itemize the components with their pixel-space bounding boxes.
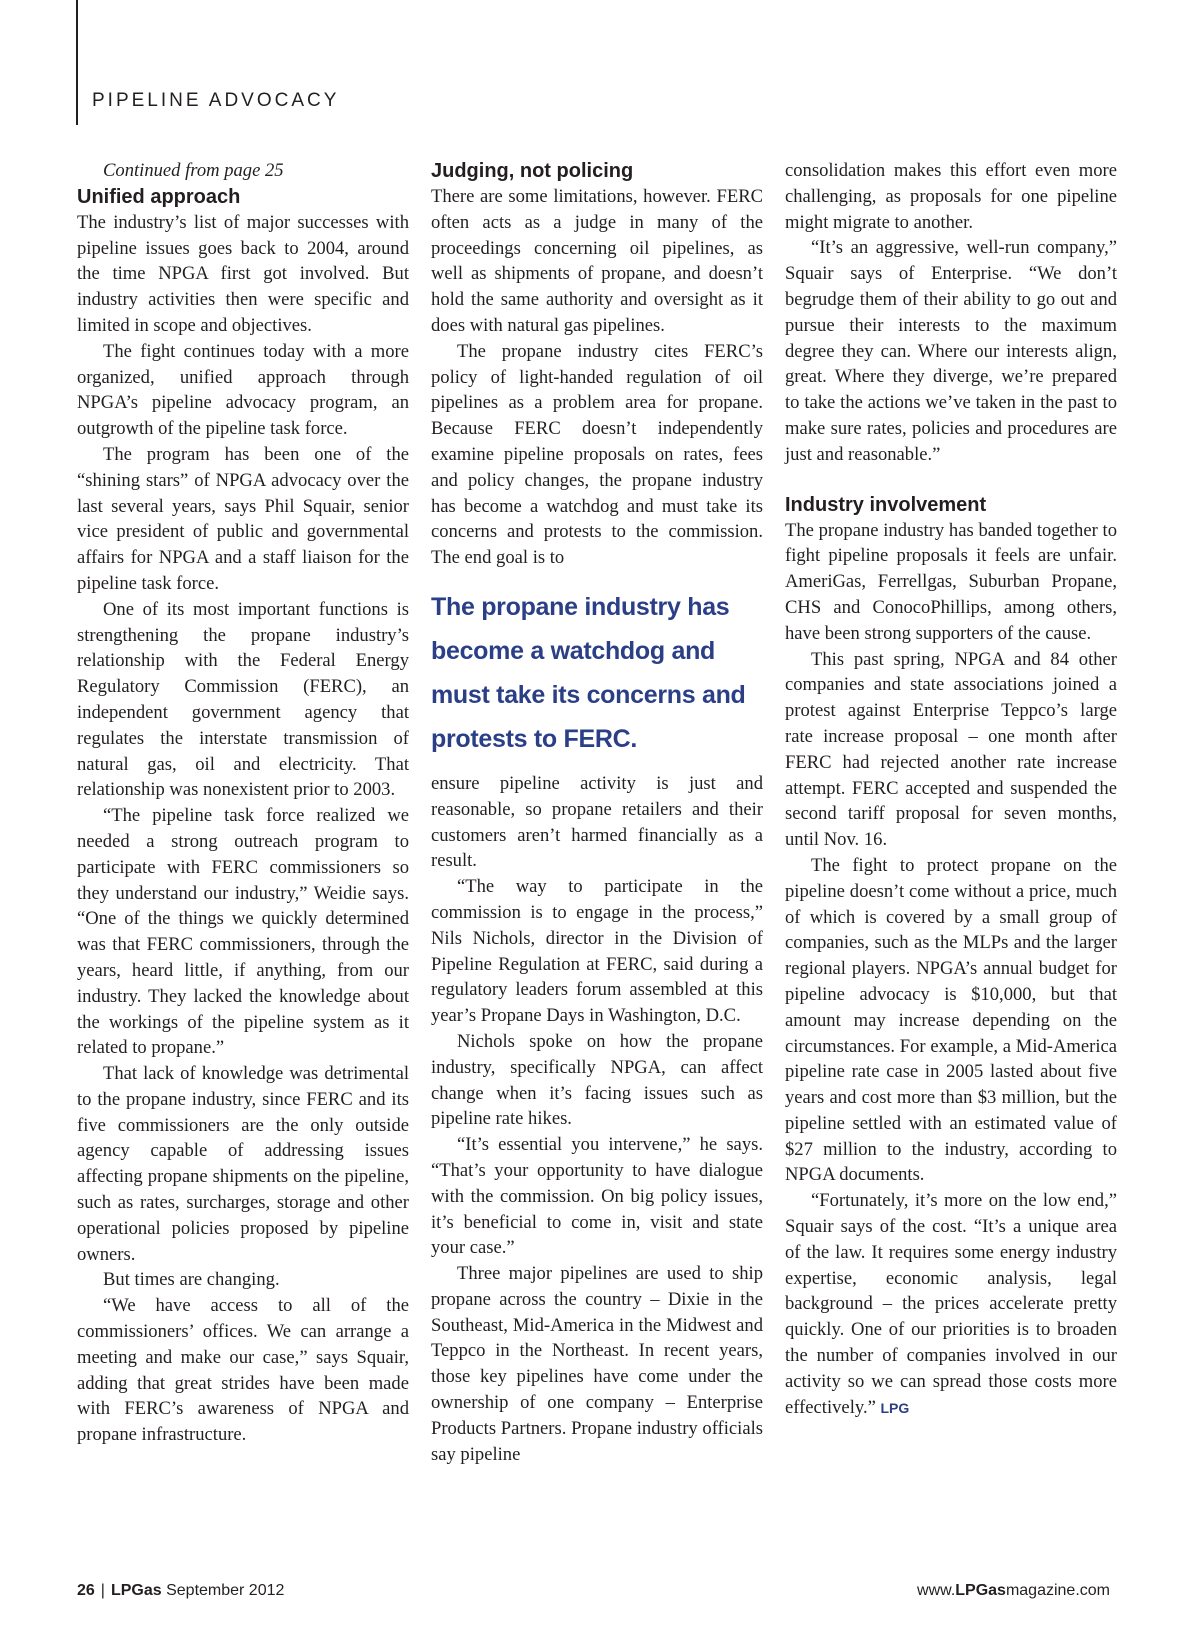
- paragraph: One of its most important functions is strengthening the propane industry’s relationship with the Federal Energy Regulatory Commission (FERC), an independent government agency that regulates the interstate transmission of natural gas, oil and electricity. That relationship was nonexistent prior to 2003.: [77, 598, 409, 801]
- column-1: [77, 158, 409, 1448]
- pull-quote: The propane industry has become a watchdog and must take its concerns and protests to FERC.: [431, 592, 746, 753]
- issue-date: September 2012: [166, 1582, 285, 1599]
- url-prefix: www.: [917, 1582, 956, 1599]
- paragraph: The fight continues today with a more organized, unified approach through NPGA’s pipeline advocacy program, an outgrowth of the pipeline task force.: [77, 340, 409, 440]
- footer-url: [917, 1582, 1110, 1600]
- paragraph: Nichols spoke on how the propane industry, specifically NPGA, can affect change when it’s facing issues such as pipeline rate hikes.: [431, 1030, 763, 1130]
- footer-separator: |: [100, 1582, 105, 1599]
- column-3: [785, 158, 1117, 1421]
- paragraph: The fight to protect propane on the pipeline doesn’t come without a price, much of which is covered by a small group of companies, such as the MLPs and the larger regional players. NPGA’s annual budget for pipeline advocacy is $10,000, but that amount may increase depending on the circumstances. For example, a Mid-America pipeline rate case in 2005 lasted about five years and cost more than $3 million, but the pipeline settled with an estimated value of $27 million to the industry, according to NPGA documents.: [785, 854, 1117, 1186]
- paragraph: “We have access to all of the commissioners’ offices. We can arrange a meeting and make our case,” says Squair, adding that great strides have been made with FERC’s awareness of NPGA and propane infrastructure.: [77, 1295, 409, 1446]
- paragraph: “It’s essential you intervene,” he says. “That’s your opportunity to have dialogue with the commission. On big policy issues, it’s beneficial to come in, visit and state your case.”: [431, 1134, 763, 1259]
- url-suffix: magazine.com: [1005, 1582, 1110, 1599]
- paragraph: “The way to participate in the commission is to engage in the process,” Nils Nichols, director in the Division of Pipeline Regulation at FERC, said during a regulatory leaders forum assembled at this year’s Propane Days in Washington, D.C.: [431, 876, 763, 1027]
- paragraph-continuation: ensure pipeline activity is just and reasonable, so propane retailers and their customers aren’t harmed financially as a result.: [431, 772, 763, 872]
- footer-folio: [77, 1582, 284, 1600]
- paragraph: Three major pipelines are used to ship propane across the country – Dixie in the Southeast, Mid-America in the Midwest and Teppco in the Northeast. In recent years, those key pipelines have come under the ownership of one company – Enterprise Products Partners. Propane industry officials say pipeline: [431, 1263, 763, 1465]
- paragraph: “It’s an aggressive, well-run company,” Squair says of Enterprise. “We don’t begrudge them of their ability to go out and pursue their interests to the maximum degree they can. Where our interests align, great. Where they diverge, we’re prepared to take the actions we’ve taken in the past to make sure rates, policies and procedures are just and reasonable.”: [785, 237, 1117, 465]
- page-number: 26: [77, 1582, 95, 1599]
- paragraph-final-text: “Fortunately, it’s more on the low end,” Squair says of the cost. “It’s a unique area of the law. It requires some energy industry expertise, economic analysis, legal background – the prices accelerate pretty quickly. One of our priorities is to broaden the number of companies involved in our activity so we can spread those costs more effectively.”: [785, 1190, 1117, 1418]
- paragraph: “The pipeline task force realized we needed a strong outreach program to participate with FERC commissioners so they understand our industry,” Weidie says. “One of the things we quickly determined was that FERC commissioners, through the years, heard little, if anything, from our industry. They lacked the knowledge about the workings of the pipeline system as it related to propane.”: [77, 805, 409, 1059]
- paragraph: The industry’s list of major successes with pipeline issues goes back to 2004, around the time NPGA first got involved. But industry activities then were specific and limited in scope and objectives.: [77, 211, 409, 336]
- continued-note: Continued from page 25: [103, 160, 284, 181]
- paragraph: This past spring, NPGA and 84 other companies and state associations joined a protest against Enterprise Teppco’s large rate increase proposal – one month after FERC had rejected another rate increase attempt. FERC accepted and suspended the second tariff proposal for seven months, until Nov. 16.: [785, 648, 1117, 851]
- subhead-unified-approach: Unified approach: [77, 185, 241, 208]
- subhead-industry-involvement: Industry involvement: [785, 493, 987, 516]
- paragraph: There are some limitations, however. FERC often acts as a judge in many of the proceedings concerning oil pipelines, as well as shipments of propane, and doesn’t hold the same authority and oversight as it does with natural gas pipelines.: [431, 186, 763, 336]
- paragraph: The propane industry has banded together to fight pipeline proposals it feels are unfair. AmeriGas, Ferrellgas, Suburban Propane, CHS and ConocoPhillips, among others, have been strong supporters of the cause.: [785, 519, 1117, 644]
- magazine-brand: LPGas: [110, 1582, 162, 1599]
- header-vertical-rule: [76, 0, 78, 125]
- paragraph: That lack of knowledge was detrimental to the propane industry, since FERC and its five commissioners are the only outside agency capable of addressing issues affecting propane shipments on the pipeline, such as rates, surcharges, storage and other operational policies proposed by pipeline owners.: [77, 1063, 409, 1265]
- paragraph: The propane industry cites FERC’s policy of light-handed regulation of oil pipelines as a problem area for propane. Because FERC doesn’t independently examine pipeline proposals on rates, fees and policy changes, the propane industry has become a watchdog and must take its concerns and protests to the commission. The end goal is to: [431, 340, 763, 569]
- paragraph-continuation: consolidation makes this effort even more challenging, as proposals for one pipeline might migrate to another.: [785, 160, 1117, 233]
- url-brand: LPGas: [955, 1582, 1006, 1599]
- paragraph-final: [785, 1188, 1117, 1421]
- column-2: [431, 158, 763, 1467]
- paragraph: But times are changing.: [103, 1269, 280, 1291]
- end-mark: LPG: [880, 1399, 910, 1416]
- section-label: PIPELINE ADVOCACY: [92, 90, 340, 111]
- spacer: [785, 468, 1117, 492]
- paragraph: The program has been one of the “shining stars” of NPGA advocacy over the last several years, says Phil Squair, senior vice president of public and governmental affairs for NPGA and a staff liaison for the pipeline task force.: [77, 443, 409, 594]
- subhead-judging-not-policing: Judging, not policing: [431, 160, 634, 182]
